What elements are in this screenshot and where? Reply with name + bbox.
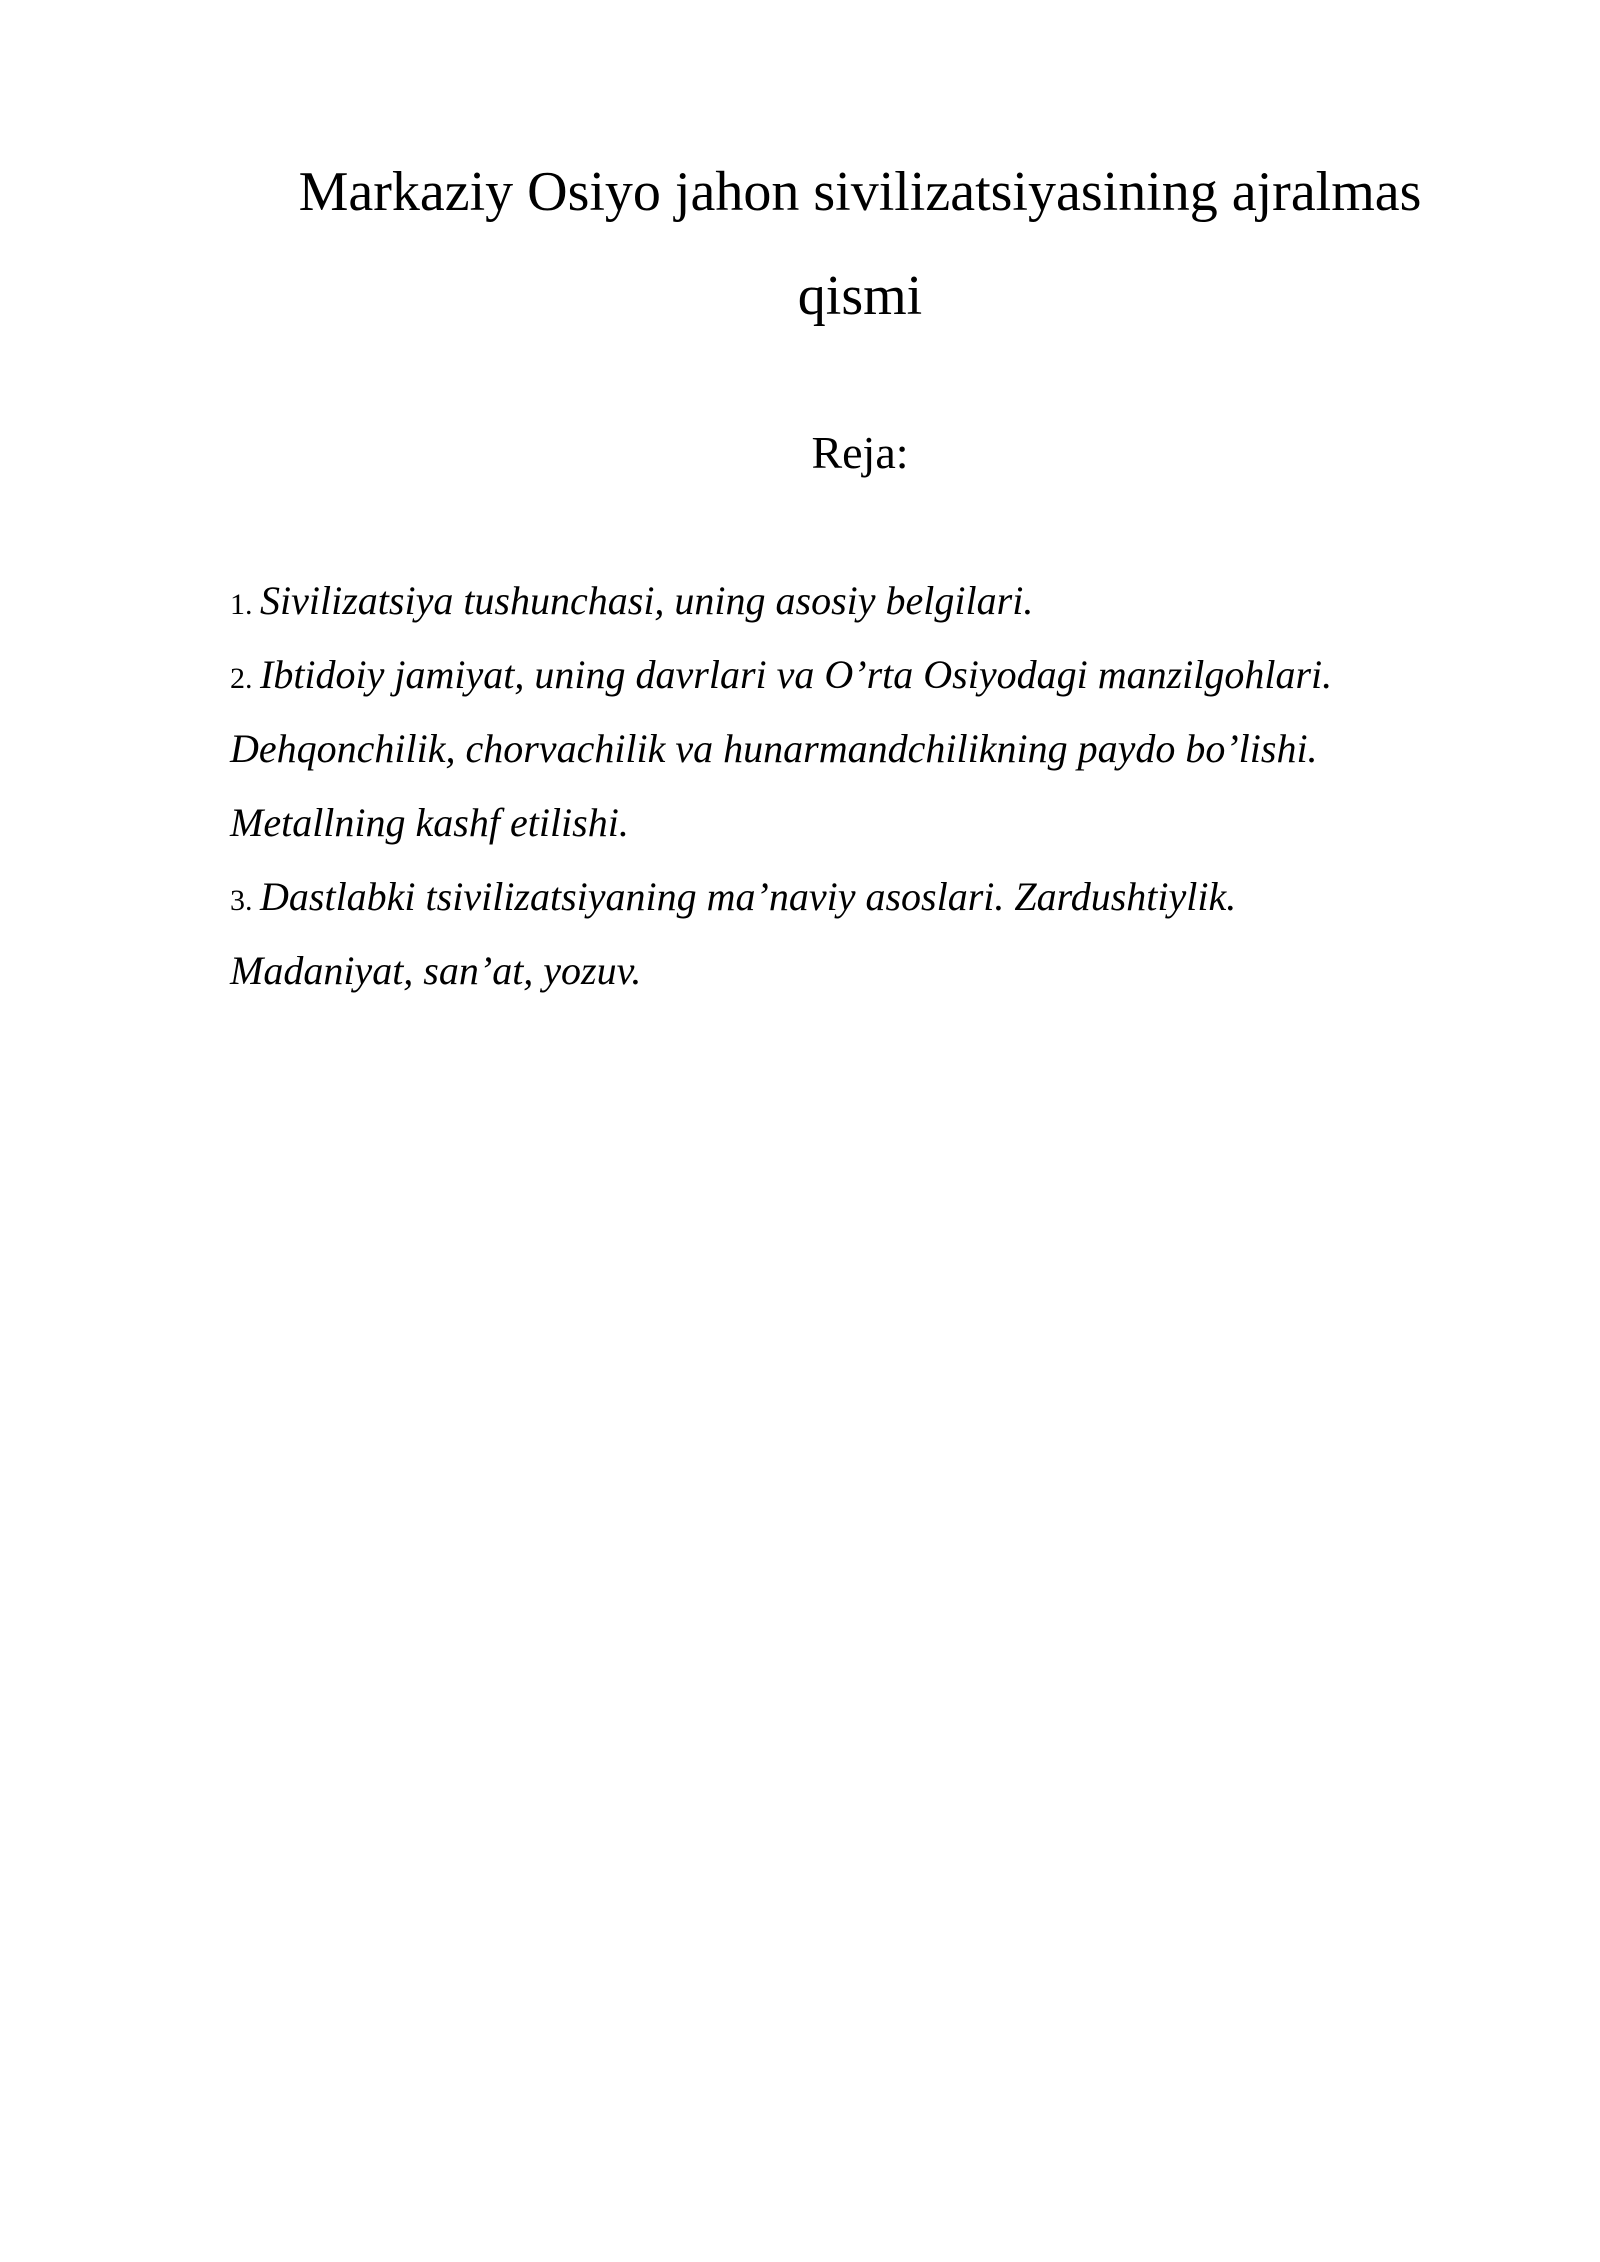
plan-item-text: Metallning kashf etilishi. bbox=[230, 800, 629, 845]
plan-item-number: 2. bbox=[230, 662, 260, 695]
plan-item-text: Ibtidoiy jamiyat, uning davrlari va O’rta Osiyodagi manzilgohlari. bbox=[260, 652, 1333, 697]
plan-item-text: Dehqonchilik, chorvachilik va hunarmandchilikning paydo bo’lishi. bbox=[230, 726, 1318, 771]
document-title-line-1: Markaziy Osiyo jahon sivilizatsiyasining ajralmas bbox=[298, 161, 1422, 223]
plan-item-text: Dastlabki tsivilizatsiyaning ma’naviy asoslari. Zardushtiylik. bbox=[260, 874, 1237, 919]
plan-item-number: 1. bbox=[230, 588, 260, 621]
plan-item-number: 3. bbox=[230, 884, 260, 917]
plan-item-2-continuation-2 bbox=[230, 800, 1530, 845]
document-title-line-2: qismi bbox=[797, 265, 923, 327]
plan-item-text: Madaniyat, san’at, yozuv. bbox=[230, 948, 642, 993]
plan-item-3-continuation bbox=[230, 948, 1530, 993]
plan-heading: Reja: bbox=[811, 427, 909, 478]
plan-item-1 bbox=[230, 578, 1530, 623]
plan-item-2 bbox=[230, 652, 1530, 697]
plan-item-text: Sivilizatsiya tushunchasi, uning asosiy belgilari. bbox=[260, 578, 1034, 623]
plan-item-2-continuation-1 bbox=[230, 726, 1530, 771]
plan-item-3 bbox=[230, 874, 1530, 919]
